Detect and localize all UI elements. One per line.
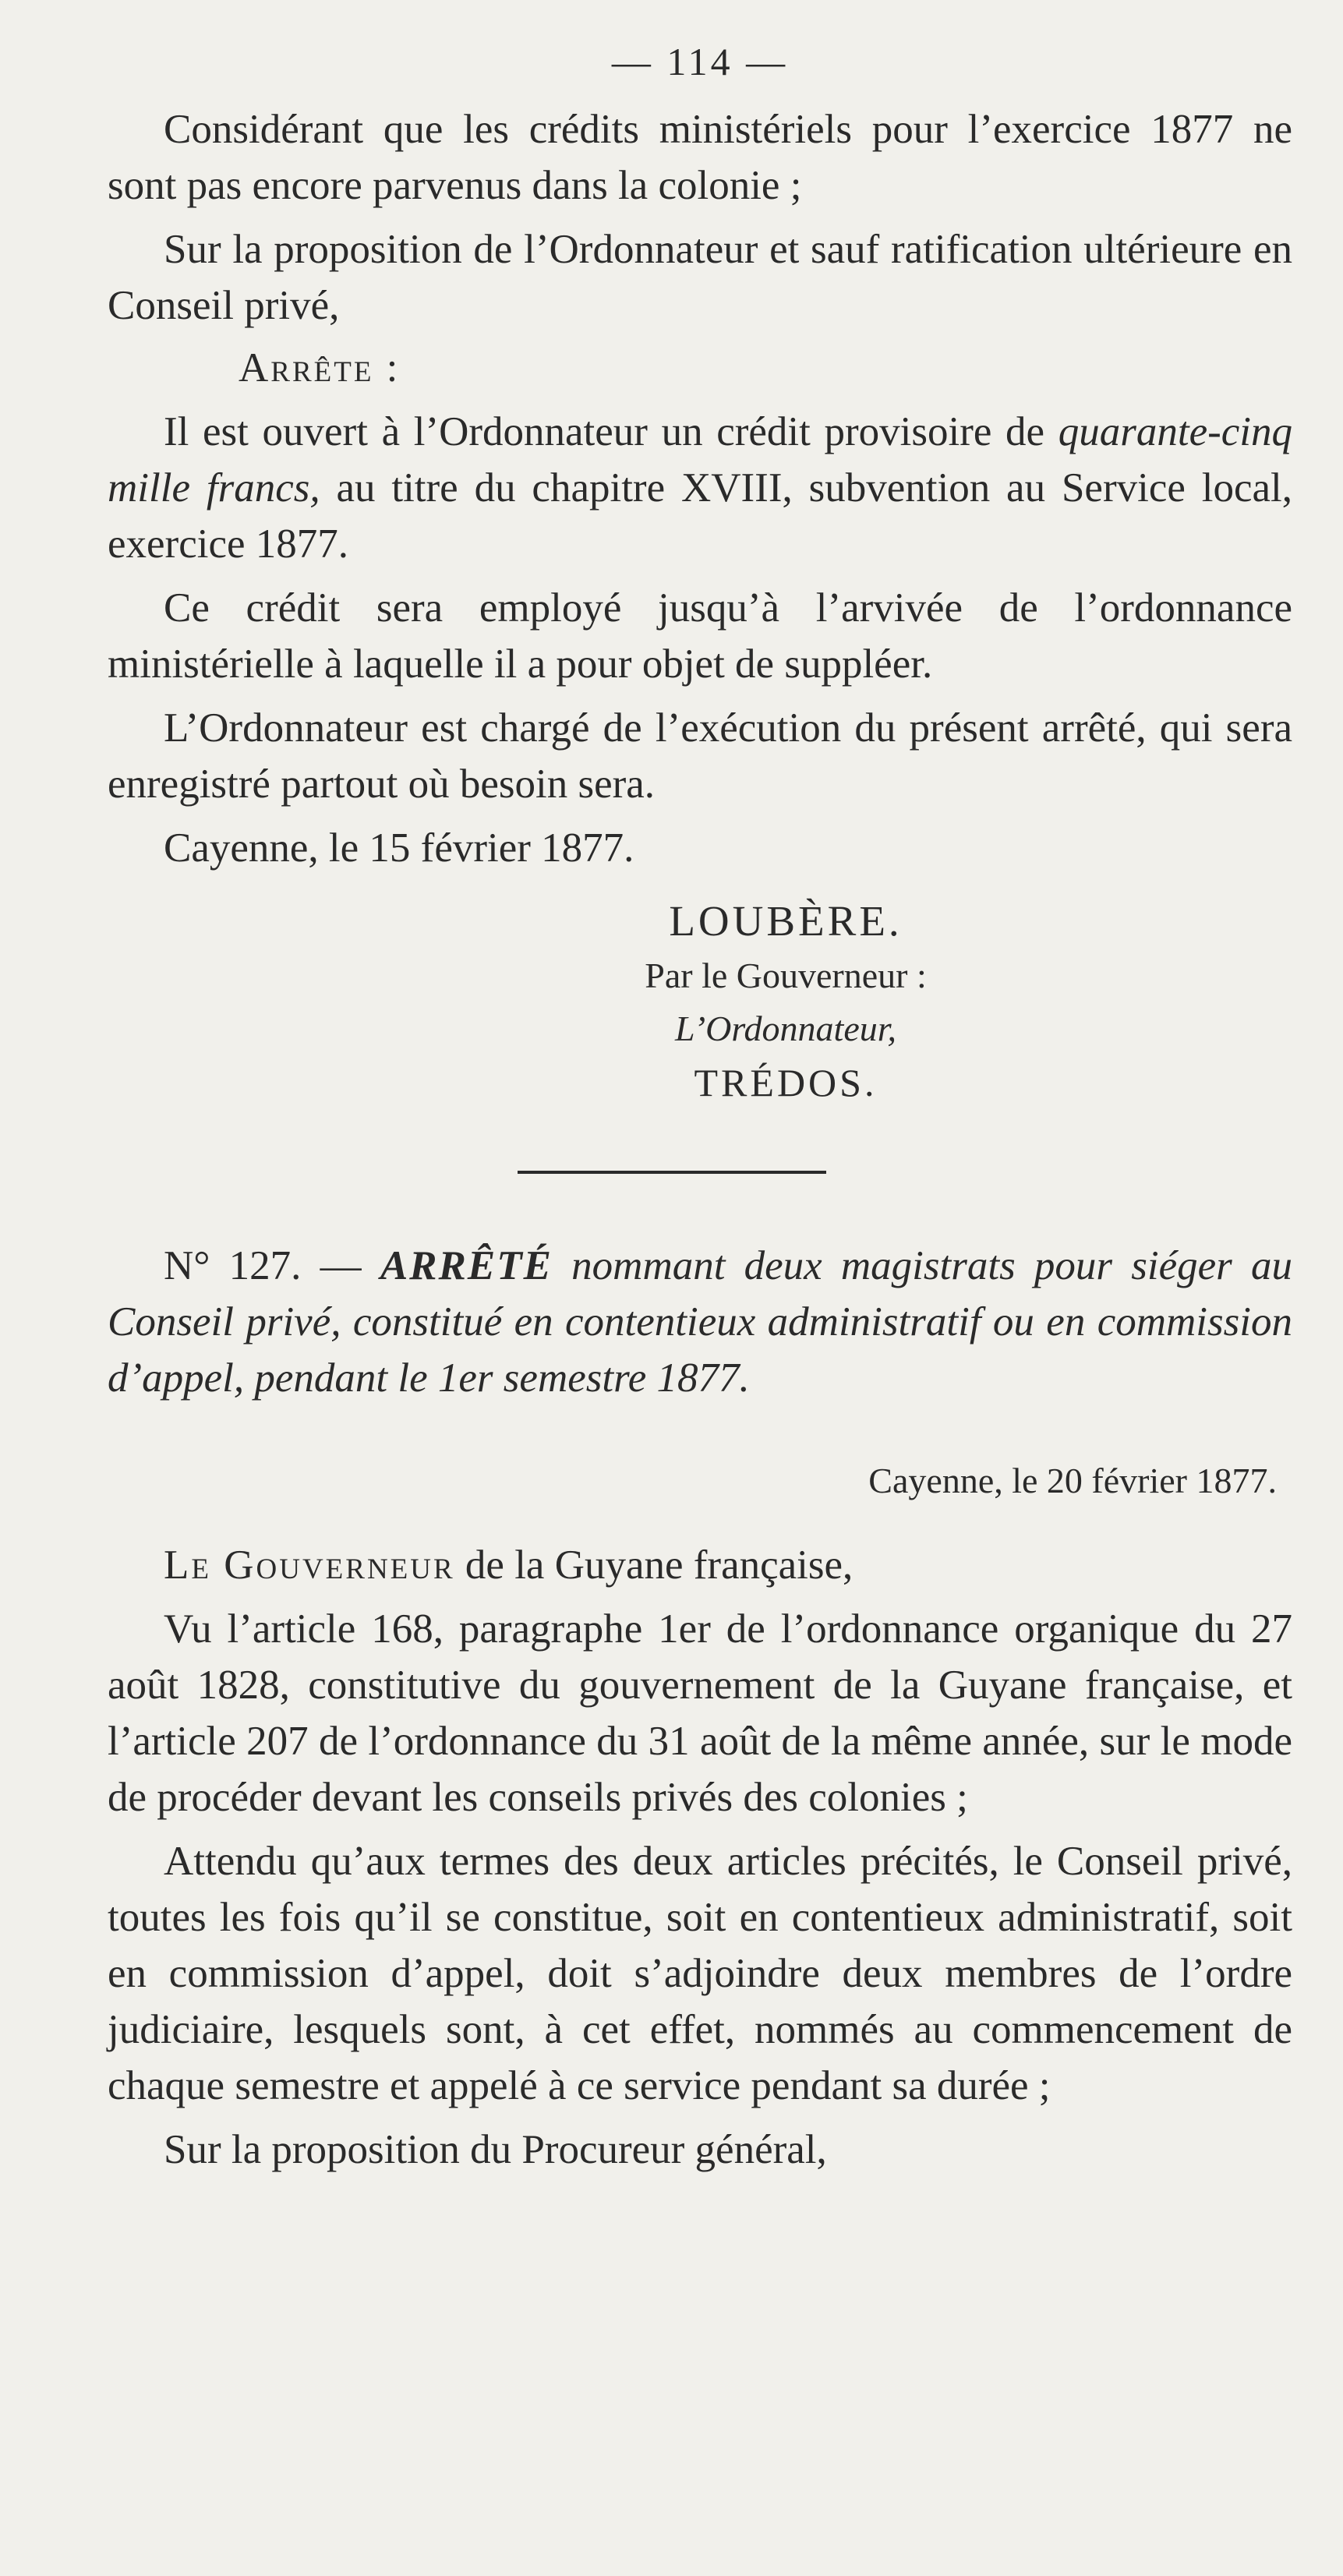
arrete-label: ARRÊTÉ	[380, 1243, 553, 1288]
paragraph-sur-proposition: Sur la proposition du Procureur général,	[164, 2127, 827, 2172]
signature-name-2: TRÉDOS.	[694, 1061, 878, 1104]
paragraph-proposition: Sur la proposition de l’Ordonnateur et sauf ratification ultérieure en Conseil privé,	[108, 227, 1292, 328]
signature-role: L’Ordonnateur,	[674, 1009, 897, 1048]
paragraph-execution: L’Ordonnateur est chargé de l’exécution du présent arrêté, qui sera enregistré partout où besoin sera.	[108, 705, 1292, 807]
paragraph-vu: Vu l’article 168, paragraphe 1er de l’ordonnance organique du 27 août 1828, constitutive du gouvernement de la Guyane française, et l’article 207 de l’ordonnance du 31 août de la même année, sur le mode de procéder devant les conseils privés des colonies ;	[108, 1606, 1292, 1820]
credit-text-c: au titre du chapitre XVIII, subvention au Service local, exercice 1877.	[108, 465, 1292, 567]
section-divider	[518, 1171, 826, 1174]
gouverneur-label: Le Gouverneur	[164, 1542, 455, 1588]
signature-block	[108, 893, 1058, 1110]
dateline: Cayenne, le 20 février 1877.	[868, 1461, 1277, 1500]
paragraph-employ: Ce crédit sera employé jusqu’à l’arvivée de l’ordonnance ministérielle à laquelle il a pour objet de suppléer.	[108, 585, 1292, 687]
credit-text-a: Il est ouvert à l’Ordonnateur un crédit provisoire de	[164, 409, 1058, 454]
title-dash: —	[301, 1243, 380, 1288]
arrete-number: N° 127.	[164, 1243, 302, 1288]
arrete-title	[108, 1238, 1292, 1406]
signature-par: Par le Gouverneur :	[645, 956, 927, 995]
paragraph-credit	[108, 404, 1292, 572]
arrete-heading: Arrête :	[239, 345, 401, 390]
page-number: — 114 —	[611, 40, 789, 83]
paragraph-attendu: Attendu qu’aux termes des deux articles précités, le Conseil privé, toutes les fois qu’il se constitue, soit en contentieux administratif, soit en commission d’appel, doit s’adjoindre deux membres de l’ordre judiciaire, lesquels sont, à cet effet, nommés au commencement de chaque semestre et appelé à ce service pendant sa durée ;	[108, 1839, 1292, 2108]
paragraph-date: Cayenne, le 15 février 1877.	[164, 825, 634, 871]
paragraph-gouverneur	[108, 1537, 1292, 1593]
credit-amount: quarante-cinq mille francs,	[108, 409, 1292, 511]
signature-name: LOUBÈRE.	[669, 897, 903, 945]
gouverneur-rest: de la Guyane française,	[454, 1542, 854, 1588]
arrete-subject: nommant deux magistrats pour siéger au Conseil privé, constitué en contentieux administratif ou en commission d’appel, pendant le 1er semestre 1877.	[108, 1243, 1292, 1401]
paragraph-considerant: Considérant que les crédits ministériels pour l’exercice 1877 ne sont pas encore parvenus dans la colonie ;	[108, 107, 1292, 208]
document-page	[108, 39, 1292, 2178]
